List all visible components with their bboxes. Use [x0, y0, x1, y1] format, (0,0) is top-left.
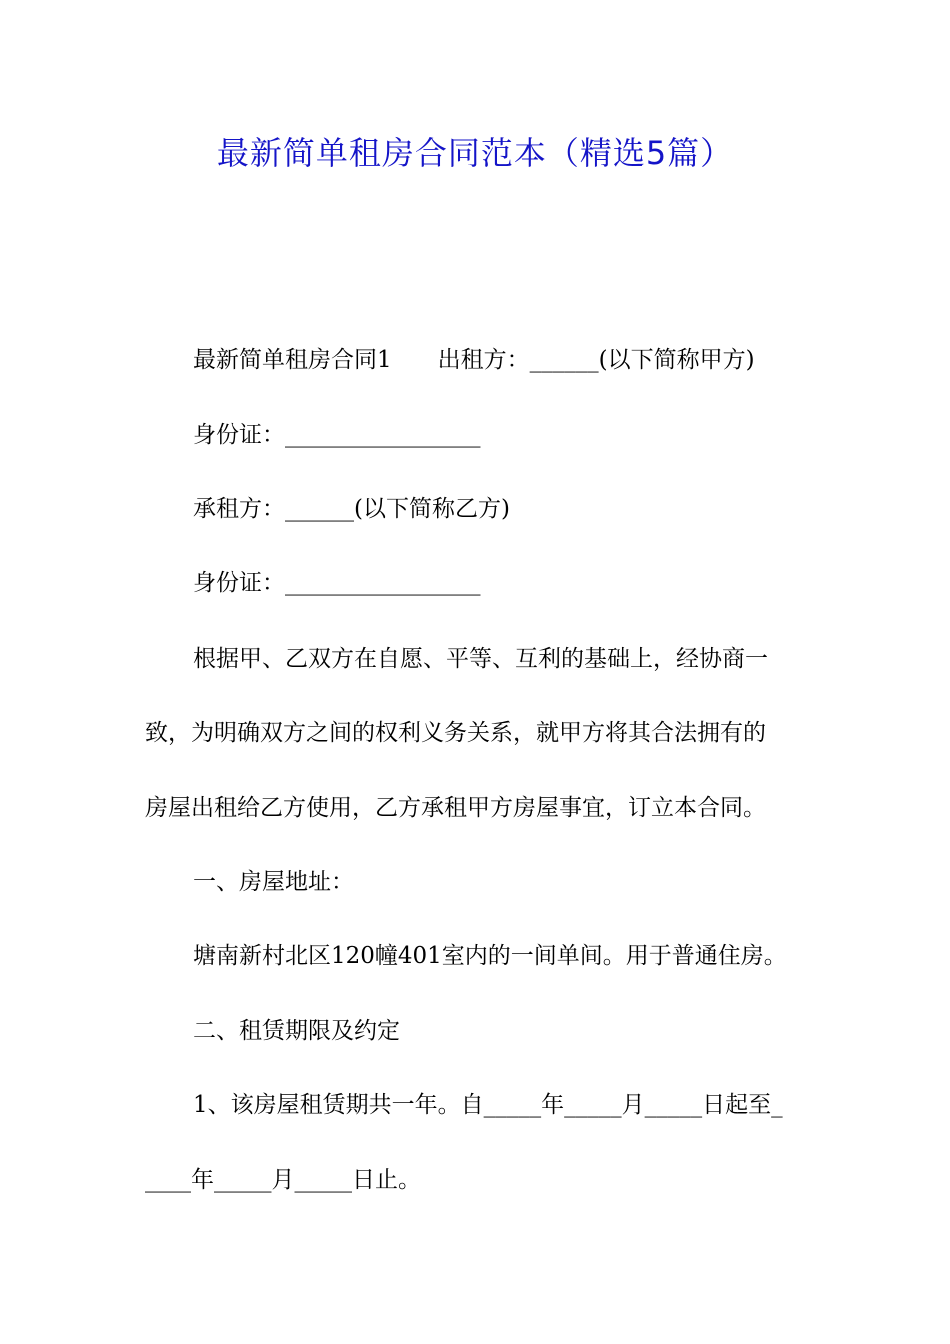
- lease-term-line-continued: ____年_____月_____日止。: [145, 1167, 421, 1193]
- paragraph-line: 根据甲、乙双方在自愿、平等、互利的基础上，经协商一: [193, 646, 768, 672]
- paragraph-line: 房屋出租给乙方使用，乙方承租甲方房屋事宜，订立本合同。: [145, 795, 766, 821]
- section-heading-address: 一、房屋地址：: [193, 869, 354, 895]
- document-title: 最新简单租房合同范本（精选5篇）: [216, 134, 734, 172]
- contract-heading-lessor-line: 最新简单租房合同1 出租方：______(以下简称甲方): [193, 347, 755, 373]
- lease-term-line: 1、该房屋租赁期共一年。自_____年_____月_____日起至_: [193, 1092, 783, 1118]
- address-line: 塘南新村北区120幢401室内的一间单间。用于普通住房。: [193, 943, 787, 969]
- paragraph-line: 致，为明确双方之间的权利义务关系，就甲方将其合法拥有的: [145, 720, 766, 746]
- lessee-id-line: 身份证：_________________: [193, 570, 481, 596]
- lessee-line: 承租方：______(以下简称乙方): [193, 496, 510, 522]
- lessor-id-line: 身份证：_________________: [193, 422, 481, 448]
- section-heading-lease-term: 二、租赁期限及约定: [193, 1018, 400, 1044]
